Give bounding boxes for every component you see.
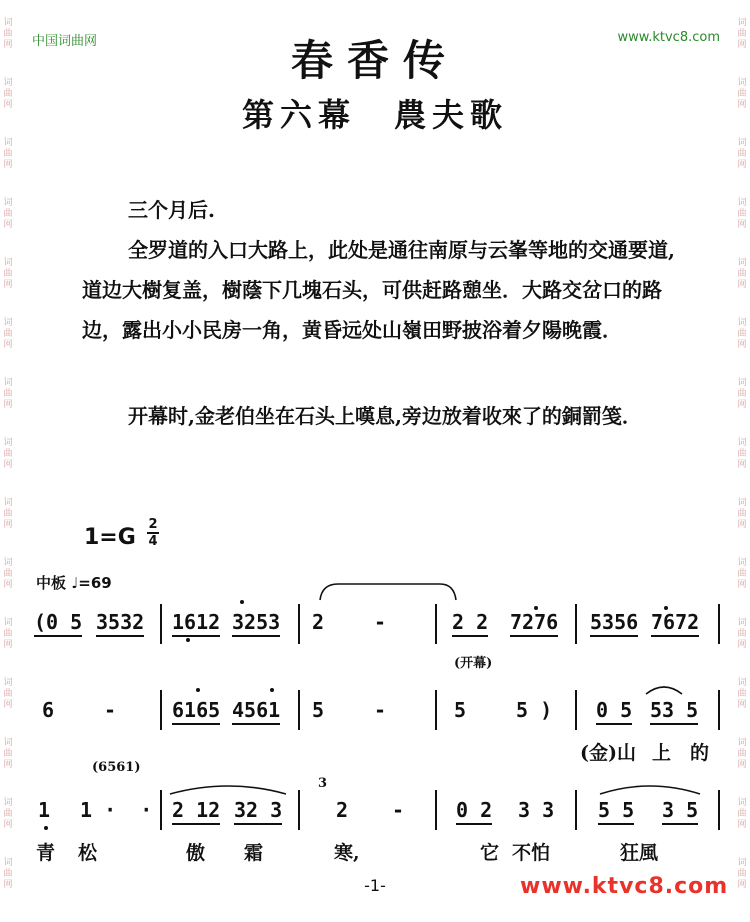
side-watermark-text: 词 曲 网 xyxy=(737,258,747,290)
side-watermark-text: 词 曲 网 xyxy=(737,618,747,650)
lyric: 傲 xyxy=(186,842,206,864)
meter-bottom: 4 xyxy=(148,534,158,549)
side-watermark-text: 词 曲 网 xyxy=(3,378,13,410)
side-watermark-text: 词 曲 网 xyxy=(737,678,747,710)
lyric: 青 xyxy=(36,842,56,864)
page-title: 春香传 xyxy=(290,36,459,85)
octave-dot xyxy=(186,638,190,642)
tie-arc xyxy=(598,782,702,796)
stage-cue: (开幕) xyxy=(454,656,493,671)
side-watermark-text: 词 曲 网 xyxy=(737,498,747,530)
row3-note-e: 2 xyxy=(336,798,349,822)
side-watermark-text: 词 曲 网 xyxy=(737,78,747,110)
grace-notes: (6561) xyxy=(92,760,141,775)
meter-top: 2 xyxy=(148,517,158,532)
bar-line xyxy=(298,790,300,830)
site-logo-bottom[interactable]: www.ktvc8.com xyxy=(520,874,729,899)
side-watermark-text: 词 曲 网 xyxy=(737,438,747,470)
side-watermark-text: 词 曲 网 xyxy=(737,18,747,50)
octave-dot xyxy=(270,688,274,692)
lyric: (金)山 xyxy=(580,742,636,764)
act-subtitle: 第六幕 農夫歌 xyxy=(241,96,508,134)
row2-note-h: 5 ) xyxy=(516,698,553,722)
side-watermark-text: 词 曲 网 xyxy=(3,318,13,350)
row1-note-j: 7672 xyxy=(651,610,699,634)
octave-dot xyxy=(534,606,538,610)
bar-line xyxy=(298,604,300,644)
row2-note-i: 0 5 xyxy=(596,698,632,722)
side-watermark-text: 词 曲 网 xyxy=(3,798,13,830)
octave-dot xyxy=(196,688,200,692)
row3-note-b: 1 · · xyxy=(80,798,153,822)
row1-note-d: 3253 xyxy=(232,610,280,634)
row1-note-b: 3532 xyxy=(96,610,144,634)
bar-line xyxy=(718,790,720,830)
bar-line xyxy=(160,790,162,830)
lyric: 不怕 xyxy=(512,842,551,864)
side-watermark-text: 词 曲 网 xyxy=(3,738,13,770)
lyric: 它 xyxy=(480,842,500,864)
side-watermark-text: 词 曲 网 xyxy=(3,78,13,110)
grace-note: 3 xyxy=(318,776,328,791)
bar-line xyxy=(160,604,162,644)
side-watermark-text: 词 曲 网 xyxy=(737,558,747,590)
side-watermark-text: 词 曲 网 xyxy=(3,258,13,290)
row3-note-a: 1 xyxy=(38,798,51,822)
side-watermark-text: 词 曲 网 xyxy=(737,858,747,890)
row2-note-a: 6 xyxy=(42,698,55,722)
side-watermark-text: 词 曲 网 xyxy=(737,378,747,410)
row3-note-d: 32 3 xyxy=(234,798,282,822)
site-watermark-right[interactable]: www.ktvc8.com xyxy=(617,30,720,45)
lyric: 的 xyxy=(690,742,710,764)
bar-line xyxy=(575,790,577,830)
octave-dot xyxy=(44,826,48,830)
row2-note-j: 53 5 xyxy=(650,698,698,722)
lyric: 狂風 xyxy=(620,842,659,864)
bar-line xyxy=(435,690,437,730)
row2-note-g: 5 xyxy=(454,698,467,722)
side-watermark-text: 词 曲 网 xyxy=(737,318,747,350)
bar-line xyxy=(575,690,577,730)
row1-note-h: 7276 xyxy=(510,610,558,634)
side-watermark-text: 词 曲 网 xyxy=(3,558,13,590)
bar-line xyxy=(160,690,162,730)
lyric: 松 xyxy=(78,842,98,864)
row2-note-b: - xyxy=(104,698,117,722)
time-signature xyxy=(147,518,159,548)
side-watermark-text: 词 曲 网 xyxy=(3,618,13,650)
row1-note-i: 5356 xyxy=(590,610,638,634)
phrase-slur xyxy=(318,580,458,604)
bar-line xyxy=(298,690,300,730)
row1-note-f: - xyxy=(374,610,387,634)
bar-line xyxy=(718,690,720,730)
tie-arc xyxy=(644,682,684,696)
intro-scene-paragraph: 全罗道的入口大路上，此处是通往南原与云峯等地的交通要道,道边大樹复盖，樹蔭下几塊石头，可供赶路憩坐．大路交岔口的路边，露出小小民房一角，黄昏远处山嶺田野披浴着夕陽晚霞． xyxy=(82,238,675,342)
row3-note-g: 0 2 xyxy=(456,798,492,822)
side-watermark-text: 词 曲 网 xyxy=(3,198,13,230)
octave-dot xyxy=(240,600,244,604)
row3-note-h: 3 3 xyxy=(518,798,555,822)
bar-line xyxy=(575,604,577,644)
side-watermark-text: 词 曲 网 xyxy=(3,858,13,890)
row1-note-g: 2 2 xyxy=(452,610,488,634)
side-watermark-text: 词 曲 网 xyxy=(3,138,13,170)
row3-note-f: - xyxy=(392,798,405,822)
tie-arc xyxy=(168,782,288,796)
side-watermark-text: 词 曲 网 xyxy=(3,498,13,530)
tempo-marking: 中板 ♩=69 xyxy=(36,574,112,592)
row2-note-d: 4561 xyxy=(232,698,280,722)
site-watermark-left: 中国词曲网 xyxy=(32,34,98,49)
row3-note-c: 2 12 xyxy=(172,798,220,822)
bar-line xyxy=(435,790,437,830)
row3-note-i: 5 5 xyxy=(598,798,634,822)
bar-line xyxy=(718,604,720,644)
side-watermark-text: 词 曲 网 xyxy=(737,738,747,770)
side-watermark-left xyxy=(2,18,14,918)
key-signature: 1=G xyxy=(84,525,136,550)
intro-opening-paragraph: 开幕时,金老伯坐在石头上嘆息,旁边放着收來了的銅罰笺． xyxy=(128,404,642,428)
row3-note-j: 3 5 xyxy=(662,798,698,822)
row1-note-e: 2 xyxy=(312,610,325,634)
row2-note-e: 5 xyxy=(312,698,325,722)
lyric: 上 xyxy=(652,742,672,764)
octave-dot xyxy=(664,606,668,610)
lyric: 寒, xyxy=(334,842,360,864)
side-watermark-text: 词 曲 网 xyxy=(737,198,747,230)
side-watermark-text: 词 曲 网 xyxy=(3,18,13,50)
lyric: 霜 xyxy=(244,842,264,864)
side-watermark-text: 词 曲 网 xyxy=(737,138,747,170)
row2-note-c: 6165 xyxy=(172,698,220,722)
row1-note-a: (0 5 xyxy=(34,610,82,634)
side-watermark-text: 词 曲 网 xyxy=(3,438,13,470)
row2-note-f: - xyxy=(374,698,387,722)
intro-time-line: 三个月后. xyxy=(128,198,215,222)
side-watermark-text: 词 曲 网 xyxy=(737,798,747,830)
page-number: -1- xyxy=(364,876,386,895)
bar-line xyxy=(435,604,437,644)
side-watermark-right xyxy=(736,18,748,918)
side-watermark-text: 词 曲 网 xyxy=(3,678,13,710)
row1-note-c: 1612 xyxy=(172,610,220,634)
